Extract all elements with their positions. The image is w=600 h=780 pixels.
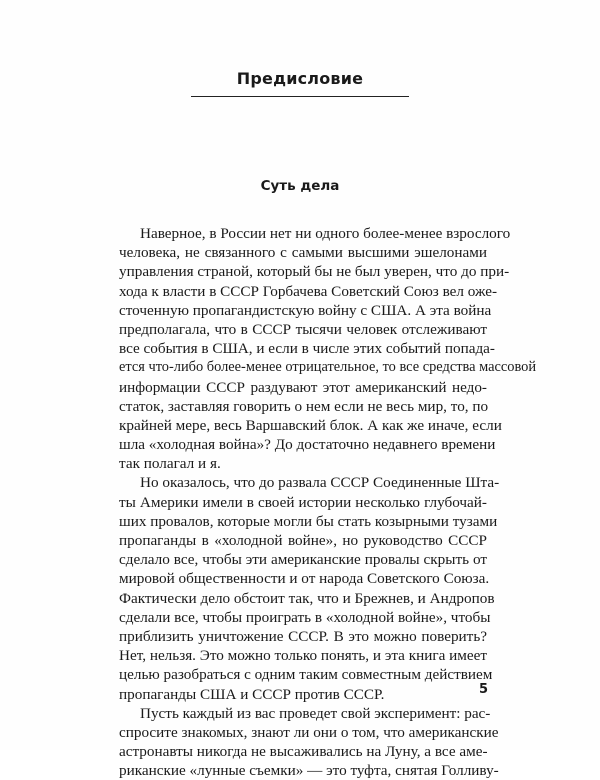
text-line: ты Америки имели в своей истории несколько глубочай- [119, 493, 487, 511]
text-line: Но оказалось, что до развала СССР Соединенные Шта- [140, 474, 500, 492]
text-line: мировой общественности и от народа Советского Союза. [119, 570, 490, 588]
text-line: управления страной, который бы не был уверен, что до при- [119, 263, 510, 281]
text-line: хода к власти в СССР Горбачева Советский Союз вел оже- [119, 282, 498, 300]
chapter-title: Предисловие [236, 69, 364, 88]
text-line: ется что-либо более-менее отрицательное, то все средства массовой [119, 359, 537, 376]
text-line: сточенную пропагандистскую войну с США. А эта война [119, 301, 492, 319]
text-line: Нет, нельзя. Это можно только понять, и эта книга имеет [119, 647, 487, 665]
text-line: крайней мере, весь Варшавский блок. А как же иначе, если [119, 416, 502, 434]
text-line: целью разобраться с одним таким совместным действием [119, 666, 493, 684]
text-line: так полагал и я. [119, 455, 221, 473]
text-line: статок, заставляя говорить о нем если не весь мир, то, по [119, 397, 489, 415]
title-underline [191, 96, 409, 97]
body-text [119, 224, 537, 780]
text-line: астронавты никогда не высаживались на Луну, а все аме- [119, 743, 488, 761]
text-line: сделало все, чтобы эти американские провалы скрыть от [119, 551, 487, 569]
text-line: пропаганды в «холодной войне», но руководство СССР [119, 532, 487, 549]
text-line: человека, не связанного с самыми высшими эшелонами [119, 244, 487, 262]
text-line: пропаганды США и СССР против СССР. [119, 685, 385, 703]
text-line: ших провалов, которые могли бы стать козырными тузами [119, 512, 498, 530]
text-line: Пусть каждый из вас проведет свой эксперимент: рас- [140, 704, 491, 722]
text-line: информации СССР раздувают этот американский недо- [119, 378, 487, 396]
text-line: Наверное, в России нет ни одного более-менее взрослого [140, 225, 511, 242]
text-line: риканские «лунные съемки» — это туфта, снятая Голливу- [119, 762, 499, 780]
text-line: предполагала, что в СССР тысячи человек отслеживают [119, 320, 487, 338]
section-title: Суть дела [260, 178, 340, 194]
text-line: Фактически дело обстоит так, что и Брежнев, и Андропов [119, 589, 495, 607]
page-number: 5 [478, 682, 488, 697]
text-line: шла «холодная война»? До достаточно недавнего времени [119, 436, 496, 454]
text-line: спросите знакомых, знают ли они о том, что американские [119, 723, 499, 741]
text-line: сделали все, чтобы проиграть в «холодной войне», чтобы [119, 608, 491, 626]
text-line: приблизить уничтожение СССР. В это можно поверить? [119, 627, 487, 645]
text-line: все события в США, и если в числе этих событий попада- [119, 340, 495, 358]
